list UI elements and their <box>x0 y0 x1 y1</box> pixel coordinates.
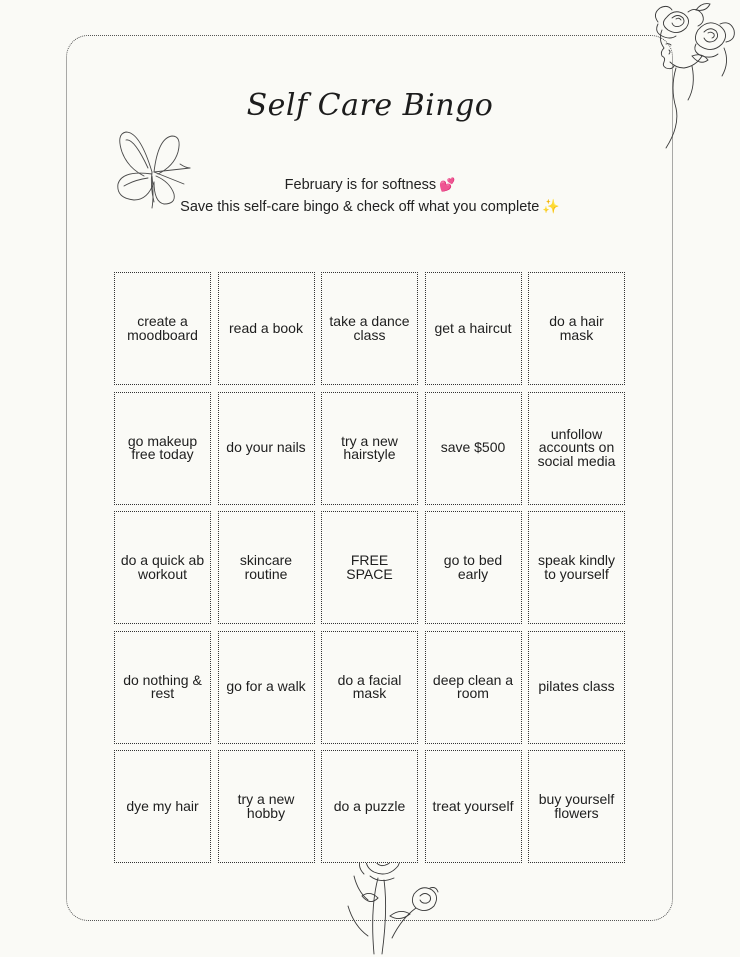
bingo-cell[interactable]: try a new hobby <box>218 750 315 863</box>
bingo-cell[interactable]: do a puzzle <box>321 750 418 863</box>
subtitle-line-1-text: February is for softness <box>284 177 437 193</box>
bingo-cell[interactable]: read a book <box>218 272 315 385</box>
bingo-cell[interactable]: do your nails <box>218 392 315 505</box>
two-hearts-icon: 💕 <box>439 177 456 192</box>
bingo-cell[interactable]: take a dance class <box>321 272 418 385</box>
bingo-cell[interactable]: save $500 <box>425 392 522 505</box>
bingo-cell[interactable]: skincare routine <box>218 511 315 624</box>
bingo-cell-free-space[interactable]: FREE SPACE <box>321 511 418 624</box>
bingo-cell[interactable]: create a moodboard <box>114 272 211 385</box>
bingo-cell[interactable]: buy yourself flowers <box>528 750 625 863</box>
bingo-cell[interactable]: speak kindly to yourself <box>528 511 625 624</box>
bingo-cell[interactable]: go makeup free today <box>114 392 211 505</box>
bingo-cell[interactable]: do a quick ab workout <box>114 511 211 624</box>
bingo-cell[interactable]: unfollow accounts on social media <box>528 392 625 505</box>
bingo-grid <box>114 272 626 863</box>
bingo-cell[interactable]: get a haircut <box>425 272 522 385</box>
bingo-cell[interactable]: dye my hair <box>114 750 211 863</box>
bingo-cell[interactable]: treat yourself <box>425 750 522 863</box>
bingo-cell[interactable]: try a new hairstyle <box>321 392 418 505</box>
bingo-cell[interactable]: do a hair mask <box>528 272 625 385</box>
bingo-cell[interactable]: do a facial mask <box>321 631 418 744</box>
bingo-cell[interactable]: pilates class <box>528 631 625 744</box>
sparkles-icon: ✨ <box>542 198 560 214</box>
bingo-cell[interactable]: do nothing & rest <box>114 631 211 744</box>
bingo-cell[interactable]: deep clean a room <box>425 631 522 744</box>
rose-woman-face-icon <box>636 0 740 160</box>
subtitle <box>0 174 740 218</box>
subtitle-line-1 <box>0 174 740 196</box>
subtitle-line-2 <box>0 196 740 218</box>
bingo-cell[interactable]: go to bed early <box>425 511 522 624</box>
subtitle-line-2-text: Save this self-care bingo & check off what you complete <box>180 199 540 215</box>
bingo-cell[interactable]: go for a walk <box>218 631 315 744</box>
page-title: Self Care Bingo <box>246 88 494 123</box>
